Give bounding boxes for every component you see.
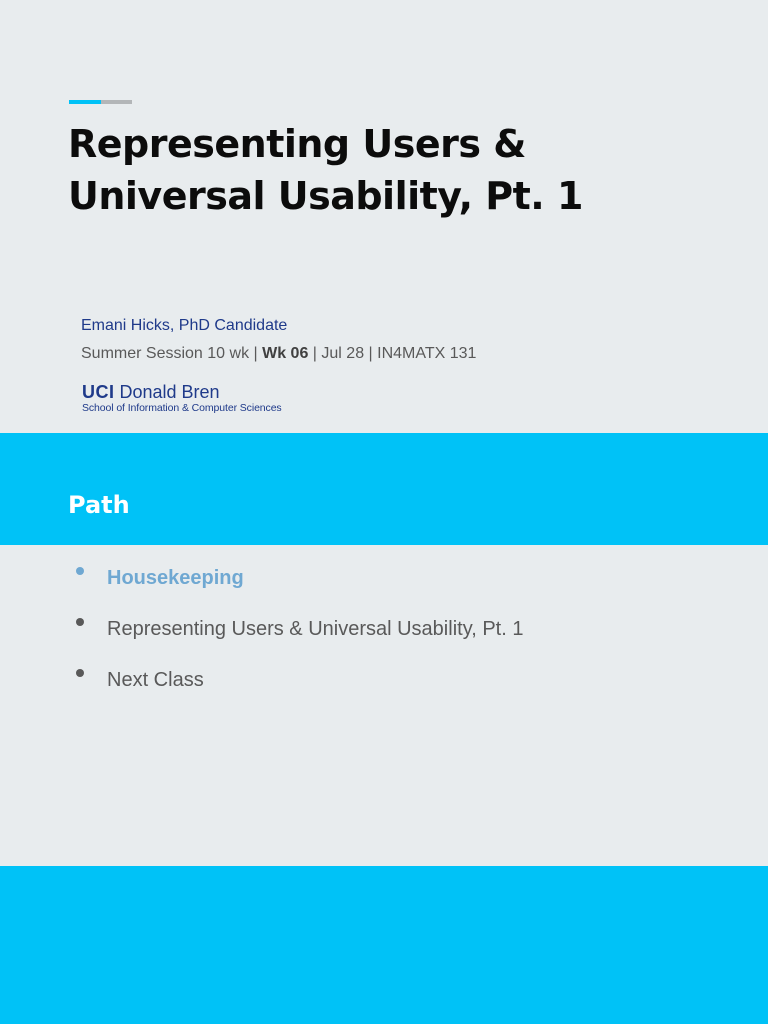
uci-logo <box>82 382 282 415</box>
bullet-icon <box>76 618 84 626</box>
logo-donald-bren: Donald Bren <box>114 382 220 402</box>
bullet-icon <box>76 669 84 677</box>
path-item-label: Representing Users & Universal Usability, Pt. 1 <box>107 618 524 640</box>
path-item <box>0 662 768 713</box>
logo-school-name: School of Information & Computer Sciences <box>82 402 282 414</box>
path-item-label: Next Class <box>107 669 204 691</box>
footer-band <box>0 866 768 1024</box>
section-heading: Path <box>68 491 130 519</box>
slide-title <box>68 118 708 222</box>
logo-uci: UCI <box>82 382 115 402</box>
session-prefix: Summer Session 10 wk | <box>81 345 263 362</box>
path-item <box>0 560 768 611</box>
title-accent-bar <box>69 100 132 104</box>
slide-title-line-1: Representing Users & <box>68 122 526 166</box>
accent-bar-blue-segment <box>69 100 101 104</box>
bullet-icon <box>76 567 84 575</box>
path-item-label: Housekeeping <box>107 567 244 589</box>
session-info <box>81 345 476 363</box>
session-suffix: | Jul 28 | IN4MATX 131 <box>308 345 477 362</box>
logo-wordmark <box>82 382 282 402</box>
author-name: Emani Hicks, PhD Candidate <box>81 317 288 334</box>
path-item <box>0 611 768 662</box>
session-week: Wk 06 <box>262 345 309 362</box>
path-list <box>0 560 768 713</box>
section-header-band <box>0 433 768 545</box>
slide-title-line-2: Universal Usability, Pt. 1 <box>68 174 583 218</box>
accent-bar-gray-segment <box>101 100 132 104</box>
